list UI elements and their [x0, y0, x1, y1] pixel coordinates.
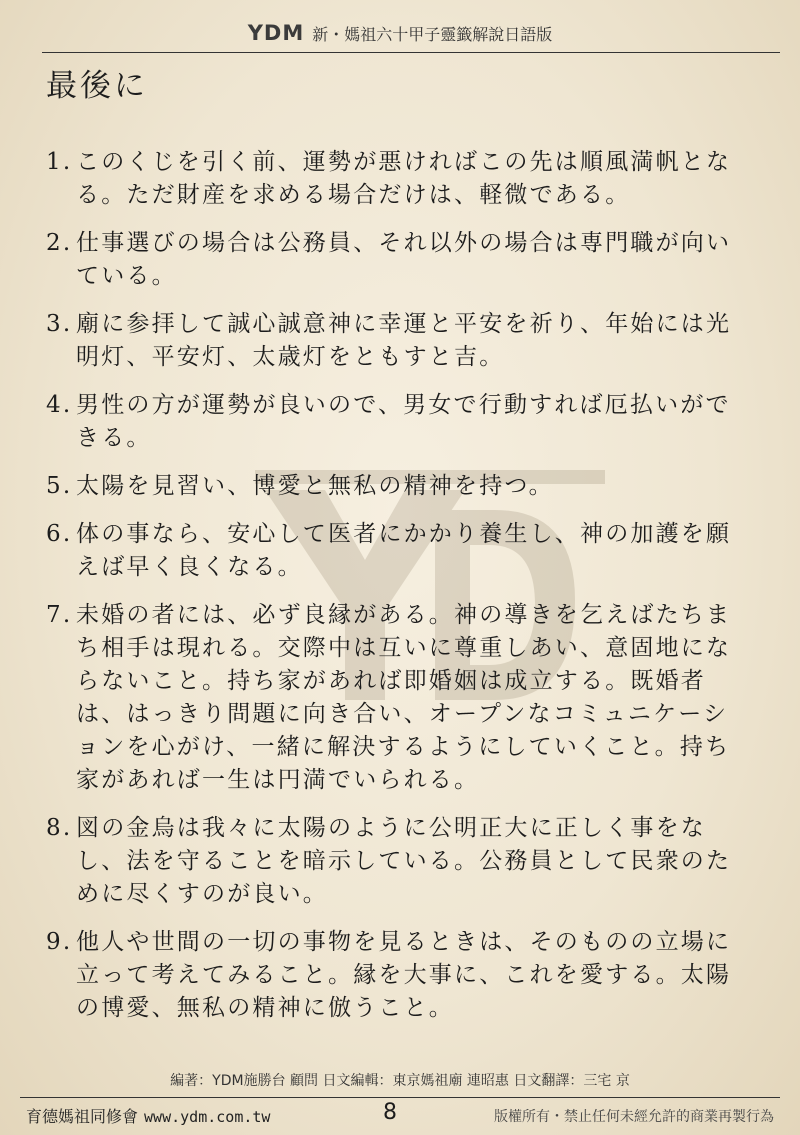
item-number: 3. [46, 311, 73, 337]
copyright-notice: 版權所有・禁止任何未經允許的商業再製行為 [494, 1109, 774, 1125]
list-item [46, 227, 746, 293]
page-number: 8 [383, 1100, 397, 1125]
item-text: 図の金烏は我々に太陽のように公明正大に正しく事をなし、法を守ることを暗示している。公務員として民衆のために尽くすのが良い。 [76, 815, 732, 907]
item-text: このくじを引く前、運勢が悪ければこの先は順風満帆となる。ただ財産を求める場合だけは、軽微である。 [76, 149, 732, 208]
item-number: 6. [46, 521, 73, 547]
item-number: 7. [46, 602, 73, 628]
page-title: 最後に [46, 68, 148, 104]
item-text: 体の事なら、安心して医者にかかり養生し、神の加護を願えば早く良くなる。 [76, 521, 732, 580]
item-text: 太陽を見習い、博愛と無私の精神を持つ。 [76, 473, 554, 499]
website-url: www.ydm.com.tw [144, 1108, 271, 1126]
list-item [46, 146, 746, 212]
list-item [46, 812, 746, 911]
item-text: 他人や世間の一切の事物を見るときは、そのものの立場に立って考えてみること。縁を大事に、これを愛する。太陽の博愛、無私の精神に倣うこと。 [76, 929, 732, 1021]
list-item [46, 599, 746, 797]
item-text: 男性の方が運勢が良いので、男女で行動すれば厄払いができる。 [76, 392, 731, 451]
item-text: 仕事選びの場合は公務員、それ以外の場合は専門職が向いている。 [76, 230, 732, 289]
list-item [46, 470, 746, 503]
list-item [46, 389, 746, 455]
credits-line: 編著：YDM施勝台 顧問 日文編輯：東京媽祖廟 連昭惠 日文翻譯：三宅 京 [170, 1073, 630, 1089]
item-text: 未婚の者には、必ず良縁がある。神の導きを乞えばたちまち相手は現れる。交際中は互いに尊重しあい、意固地にならないこと。持ち家があれば即婚姻は成立する。既婚者は、はっきり問題に向き合い、オープンなコミュニケーションを心がけ、一緒に解決するようにしていくこと。持ち家があれば一生は円満でいられる。 [76, 602, 732, 793]
ydm-logo: YDM [247, 21, 305, 45]
notes-list [46, 146, 746, 1040]
item-text: 廟に参拝して誠心誠意神に幸運と平安を祈り、年始には光明灯、平安灯、太歳灯をともすと吉。 [76, 311, 732, 370]
list-item [46, 926, 746, 1025]
list-item [46, 308, 746, 374]
footer-divider [20, 1097, 780, 1098]
header-divider [42, 52, 780, 53]
header-title: 新・媽祖六十甲子靈籤解說日語版 [312, 24, 553, 44]
item-number: 9. [46, 929, 73, 955]
org-name: 育德媽祖同修會 [26, 1107, 139, 1126]
page-header [0, 18, 800, 48]
item-number: 1. [46, 149, 73, 175]
footer-org [26, 1104, 270, 1127]
item-number: 2. [46, 230, 73, 256]
list-item [46, 518, 746, 584]
item-number: 5. [46, 473, 73, 499]
item-number: 4. [46, 392, 73, 418]
item-number: 8. [46, 815, 73, 841]
